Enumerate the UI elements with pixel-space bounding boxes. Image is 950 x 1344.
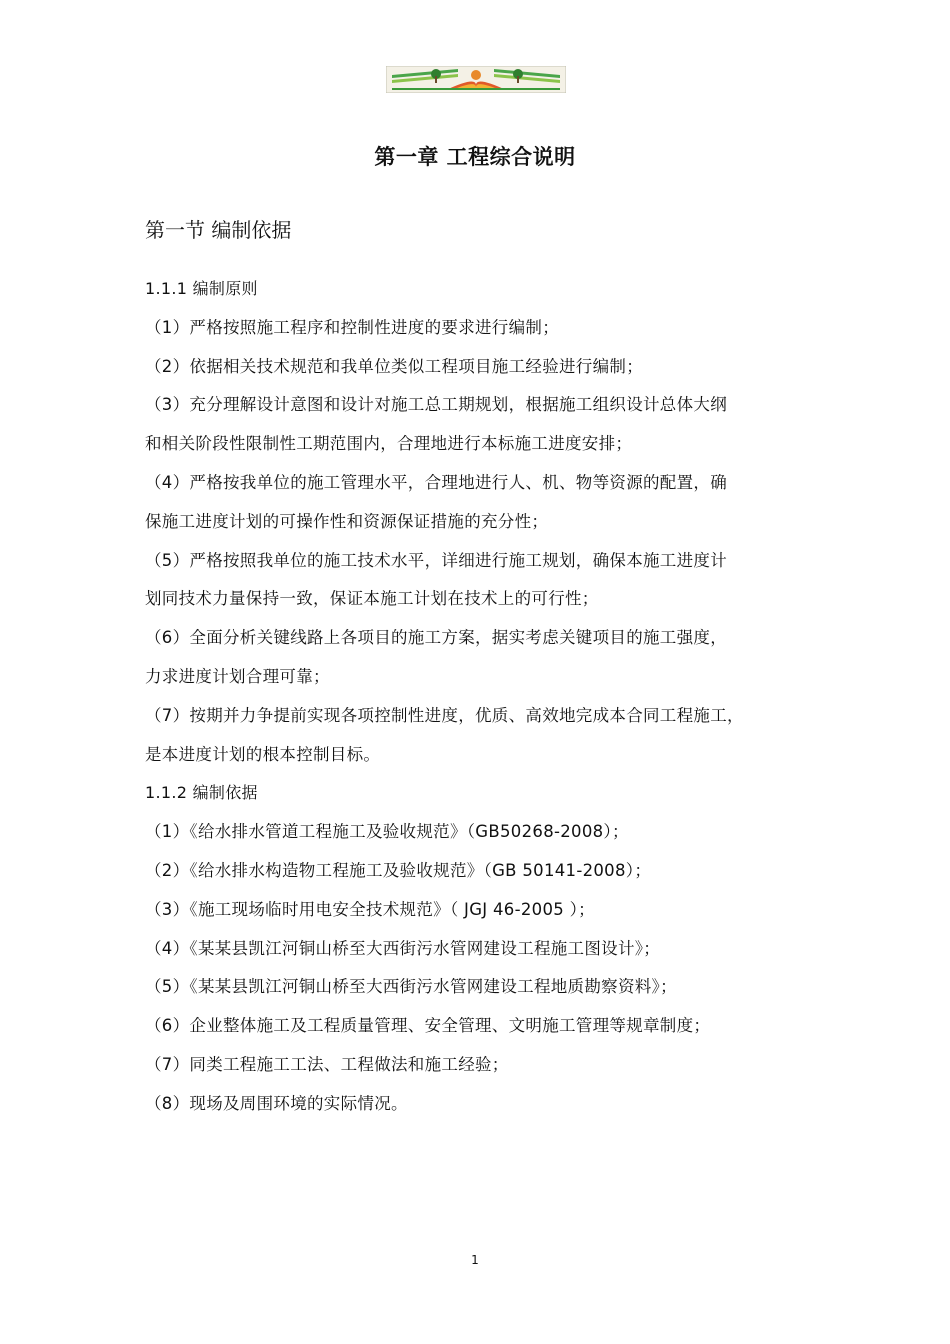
header-logo [386,66,566,93]
paragraph-line: （8）现场及周围环境的实际情况。 [145,1093,408,1113]
page-number: 1 [471,1253,479,1267]
paragraph-line: （1）严格按照施工程序和控制性进度的要求进行编制； [145,317,559,337]
paragraph-line: 是本进度计划的根本控制目标。 [145,744,381,764]
paragraph-line: （7）按期并力争提前实现各项控制性进度，优质、高效地完成本合同工程施工， [145,705,744,725]
paragraph-line: （2）依据相关技术规范和我单位类似工程项目施工经验进行编制； [145,356,643,376]
subsection-heading: 1.1.1 编制原则 [145,279,258,298]
paragraph-line: （3）充分理解设计意图和设计对施工总工期规划，根据施工组织设计总体大纲 [145,395,727,415]
paragraph-line: 力求进度计划合理可靠； [145,666,330,686]
paragraph-line: （4）严格按我单位的施工管理水平，合理地进行人、机、物等资源的配置，确 [145,472,727,492]
paragraph-line: （5）《某某县凯江河铜山桥至大西街污水管网建设工程地质勘察资料》； [145,977,677,997]
section-title: 第一节 编制依据 [145,218,292,242]
paragraph-line: （7）同类工程施工工法、工程做法和施工经验； [145,1054,509,1074]
document-body [145,270,809,1124]
paragraph-line: （3）《施工现场临时用电安全技术规范》（ JGJ 46-2005 ）； [145,899,595,919]
paragraph-line: （5）严格按照我单位的施工技术水平，详细进行施工规划，确保本施工进度计 [145,550,727,570]
book-trees-logo-icon [386,66,566,93]
paragraph-line: （1）《给水排水管道工程施工及验收规范》（GB50268-2008）； [145,822,629,842]
chapter-title: 第一章 工程综合说明 [374,145,576,169]
paragraph-line: 和相关阶段性限制性工期范围内，合理地进行本标施工进度安排； [145,434,633,454]
paragraph-line: 划同技术力量保持一致，保证本施工计划在技术上的可行性； [145,589,599,609]
paragraph-line: （2）《给水排水构造物工程施工及验收规范》（GB 50141-2008）； [145,860,652,880]
subsection-heading: 1.1.2 编制依据 [145,783,258,803]
paragraph-line: （6）企业整体施工及工程质量管理、安全管理、文明施工管理等规章制度； [145,1016,711,1036]
paragraph-line: （6）全面分析关键线路上各项目的施工方案，据实考虑关键项目的施工强度， [145,628,727,648]
paragraph-line: （4）《某某县凯江河铜山桥至大西街污水管网建设工程施工图设计》； [145,938,661,958]
paragraph-line: 保施工进度计划的可操作性和资源保证措施的充分性； [145,511,549,531]
